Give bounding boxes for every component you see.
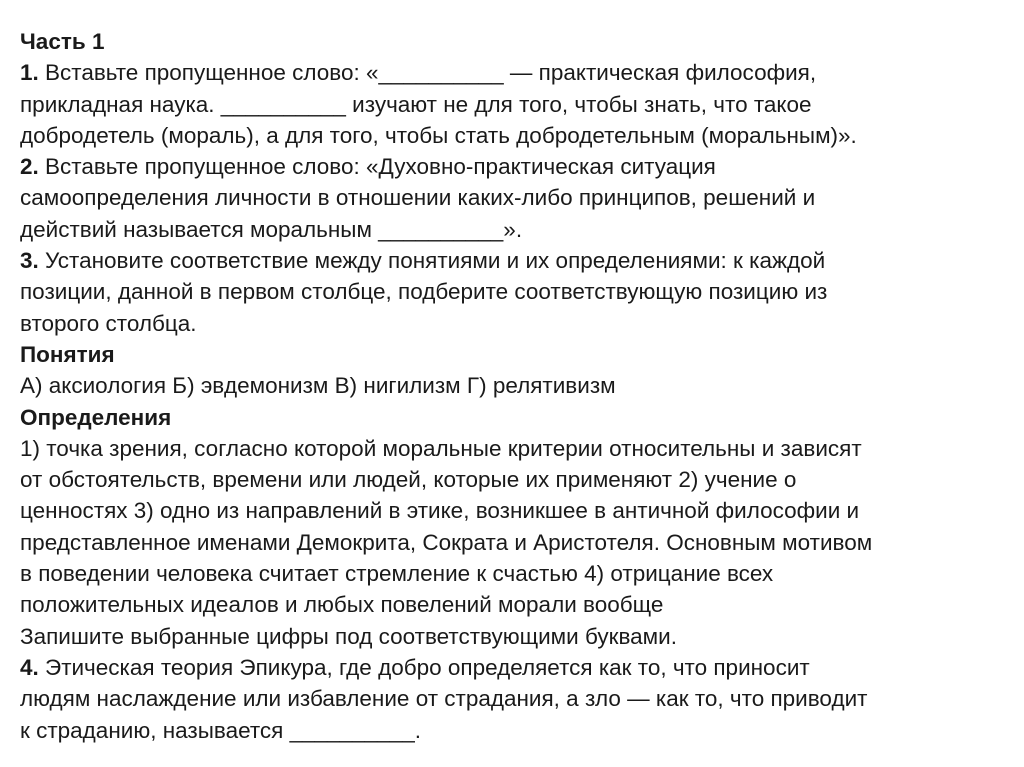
question-2 bbox=[20, 151, 1012, 245]
question-1-number: 1. bbox=[20, 60, 39, 86]
definitions-line-2: от обстоятельств, времени или людей, которые их применяют 2) учение о bbox=[20, 467, 797, 493]
question-4 bbox=[20, 652, 1012, 746]
definitions-line-3: ценностях 3) одно из направлений в этике, возникшее в античной философии и bbox=[20, 498, 860, 524]
question-4-text-1: Этическая теория Эпикура, где добро определяется как то, что приносит bbox=[38, 654, 810, 680]
question-4-line-3: к страданию, называется __________. bbox=[20, 717, 421, 743]
question-3-text-1: Установите соответствие между понятиями и их определениями: к каждой bbox=[38, 248, 826, 274]
answer-instruction: Запишите выбранные цифры под соответствующими буквами. bbox=[20, 623, 677, 649]
question-2-number: 2. bbox=[20, 154, 39, 180]
definitions-heading: Определения bbox=[20, 404, 172, 430]
question-1-line-2: прикладная наука. __________ изучают не для того, чтобы знать, что такое bbox=[20, 91, 812, 117]
part-title: Часть 1 bbox=[20, 29, 105, 54]
question-4-number: 4. bbox=[20, 654, 39, 680]
question-4-line-1 bbox=[20, 652, 1012, 683]
question-1-line-1 bbox=[20, 57, 1012, 88]
document-page bbox=[20, 26, 1012, 746]
question-1-line-3: добродетель (мораль), а для того, чтобы стать добродетельным (моральным)». bbox=[20, 122, 857, 148]
question-3 bbox=[20, 245, 1012, 652]
question-2-text-1: Вставьте пропущенное слово: «Духовно-практическая ситуация bbox=[38, 154, 716, 180]
question-2-line-3: действий называется моральным __________». bbox=[20, 216, 523, 242]
question-3-line-3: второго столбца. bbox=[20, 310, 197, 336]
question-2-line-1 bbox=[20, 151, 1012, 182]
question-2-line-2: самоопределения личности в отношении каких-либо принципов, решений и bbox=[20, 185, 816, 211]
question-3-line-1 bbox=[20, 245, 1012, 276]
definitions-line-6: положительных идеалов и любых повелений морали вообще bbox=[20, 592, 664, 618]
question-4-line-2: людям наслаждение или избавление от страдания, а зло — как то, что приводит bbox=[20, 686, 868, 712]
concepts-list: А) аксиология Б) эвдемонизм В) нигилизм Г) релятивизм bbox=[20, 373, 616, 399]
question-1-text-1: Вставьте пропущенное слово: «__________ — практическая философия, bbox=[38, 60, 817, 86]
question-1 bbox=[20, 57, 1012, 151]
question-3-number: 3. bbox=[20, 248, 39, 274]
concepts-heading: Понятия bbox=[20, 341, 115, 367]
question-3-line-2: позиции, данной в первом столбце, подберите соответствующую позицию из bbox=[20, 279, 828, 305]
definitions-line-4: представленное именами Демокрита, Сократа и Аристотеля. Основным мотивом bbox=[20, 529, 873, 555]
definitions-line-5: в поведении человека считает стремление к счастью 4) отрицание всех bbox=[20, 561, 774, 587]
definitions-line-1: 1) точка зрения, согласно которой моральные критерии относительны и зависят bbox=[20, 435, 862, 461]
